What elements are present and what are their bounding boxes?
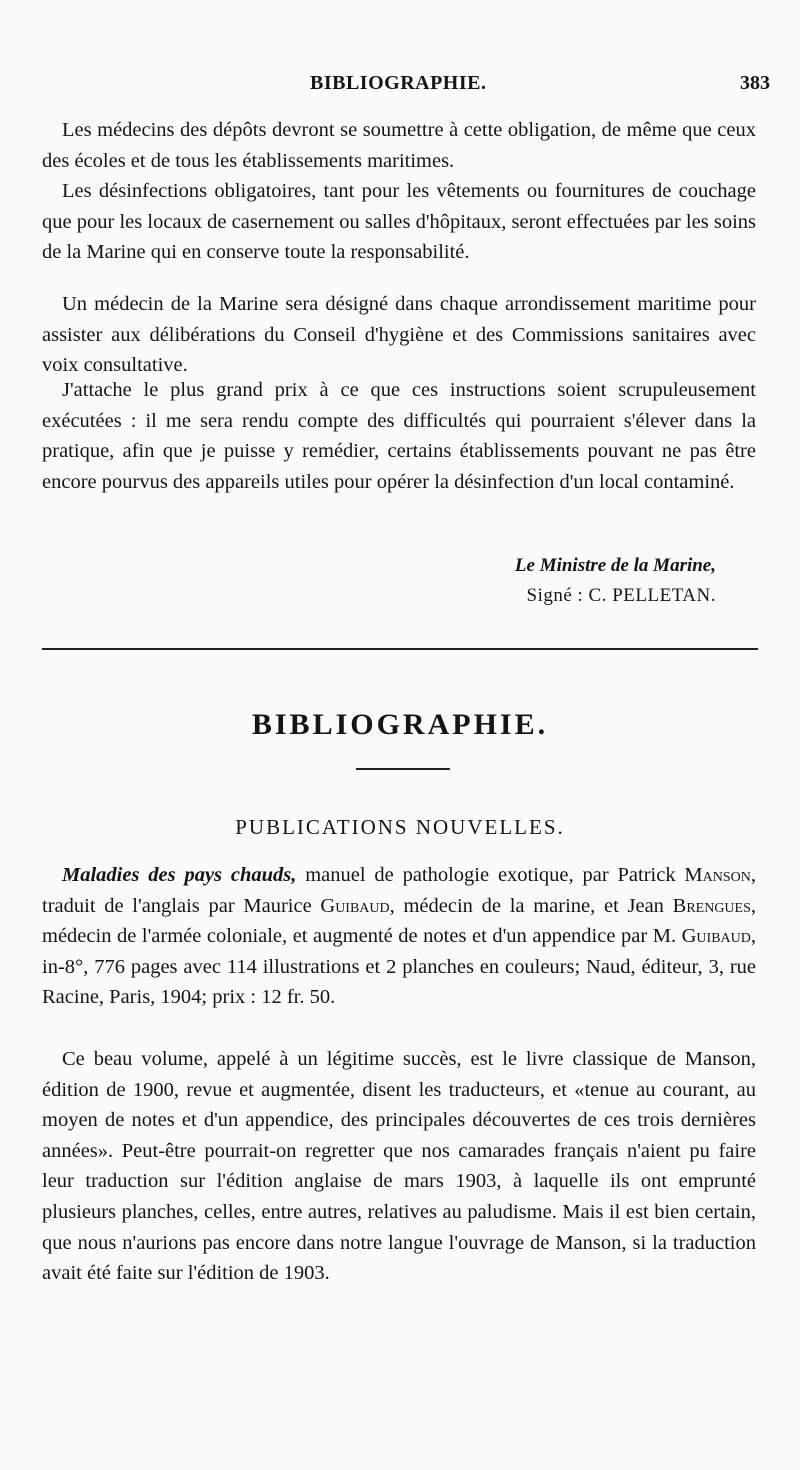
circular-paragraph-1: Les médecins des dépôts devront se soumettre à cette obligation, de même que ceux des écoles et de tous les établissements maritimes.	[42, 119, 756, 172]
signature-name: Signé : C. PELLETAN.	[526, 585, 716, 606]
section-title: BIBLIOGRAPHIE.	[251, 708, 549, 741]
translator-name-2: Brengues	[672, 894, 751, 917]
translator-name-1: Guibaud	[320, 894, 390, 917]
title-underline	[356, 768, 450, 770]
author-name: Manson	[684, 864, 751, 886]
citation-text-4: , médecin de l'armée coloniale, et augmenté de notes et d'un appendice par M.	[42, 894, 756, 948]
circular-paragraph-3: Un médecin de la Marine sera désigné dans chaque arrondissement maritime pour assister aux délibérations du Conseil d'hygiène et des Commissions sanitaires avec voix consultative.	[42, 293, 756, 377]
citation-text-3: , médecin de la marine, et Jean	[389, 894, 673, 917]
subsection-title: PUBLICATIONS NOUVELLES.	[235, 815, 565, 839]
page-number: 383	[740, 72, 770, 94]
running-head	[310, 72, 770, 98]
citation-text-5: , in-8°, 776 pages avec 114 illustrations et 2 planches en couleurs; Naud, éditeur, 3, rue Racine, Paris, 1904; prix : 12 fr. 50.	[42, 925, 756, 1009]
review-citation-paragraph	[42, 860, 756, 1013]
citation-text-1: manuel de pathologie exotique, par Patrick	[296, 864, 685, 886]
circular-paragraph-2: Les désinfections obligatoires, tant pour les vêtements ou fournitures de couchage que pour les locaux de casernement ou salles d'hôpitaux, seront effectuées par les soins de la Marine qui en conserve toute la responsabilité.	[42, 180, 756, 264]
section-divider	[42, 648, 758, 650]
translator-name-1-repeat: Guibaud	[681, 925, 751, 948]
citation-text-2: , traduit de l'anglais par Maurice	[42, 864, 756, 917]
review-body-paragraph: Ce beau volume, appelé à un légitime succès, est le livre classique de Manson, édition de 1900, revue et augmentée, disent les traducteurs, et «tenue au courant, au moyen de notes et d'un appendice, des principales découvertes de ces trois dernières années». Peut-être pourrait-on regretter que nos camarades français n'aient pu faire leur traduction sur l'édition anglaise de mars 1903, à laquelle ils ont emprunté plusieurs planches, celles, entre autres, relatives au paludisme. Mais il est bien certain, que nous n'aurions pas encore dans notre langue l'ouvrage de Manson, si la traduction avait été faite sur l'édition de 1903.	[42, 1048, 756, 1285]
book-title: Maladies des pays chauds,	[62, 864, 297, 886]
running-head-title: BIBLIOGRAPHIE.	[310, 72, 487, 94]
circular-paragraph-4: J'attache le plus grand prix à ce que ces instructions soient scrupuleusement exécutées : il me sera rendu compte des difficultés qui pourraient s'élever dans la pratique, afin que je puisse y remédier, certains établissements pouvant ne pas être encore pourvus des appareils utiles pour opérer la désinfection d'un local contaminé.	[42, 379, 756, 493]
signature-title: Le Ministre de la Marine,	[514, 555, 716, 576]
